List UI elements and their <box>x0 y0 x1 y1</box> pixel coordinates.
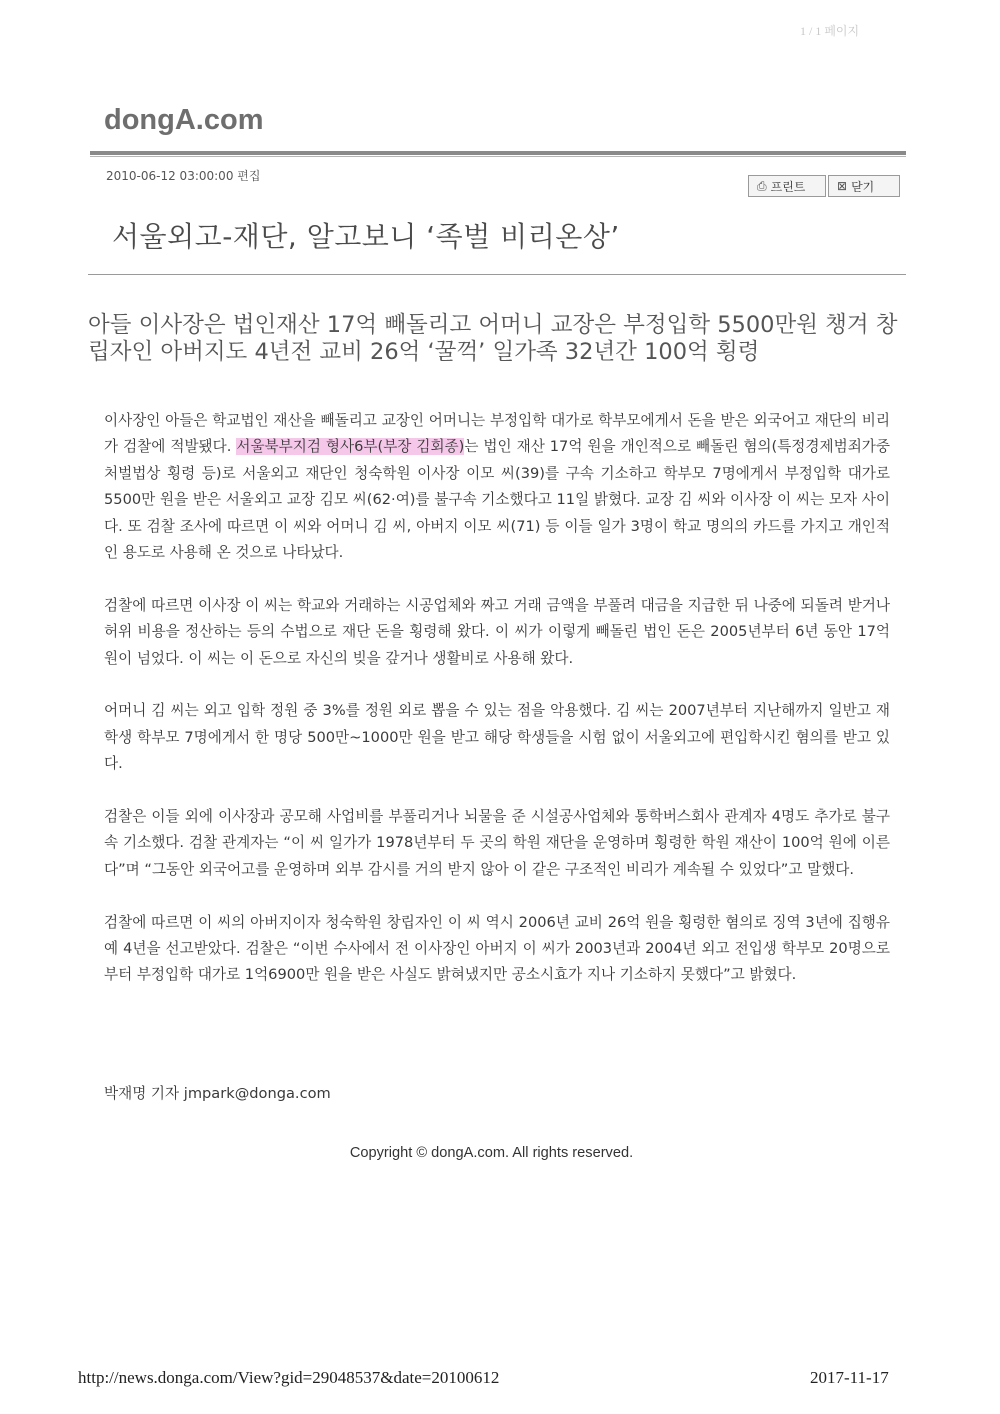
edit-dateline: 2010-06-12 03:00:00 편집 <box>106 169 261 183</box>
article-subtitle: 아들 이사장은 법인재산 17억 빼돌리고 어머니 교장은 부정입학 5500만원 챙겨 창립자인 아버지도 4년전 교비 26억 ‘꿀꺽’ 일가족 32년간 100억 횡령 <box>88 312 898 365</box>
copyright: Copyright © dongA.com. All rights reserved. <box>349 1145 634 1161</box>
close-icon: ⊠ <box>837 179 848 193</box>
title-rule <box>88 274 906 275</box>
header-rule-thin <box>90 156 906 157</box>
byline: 박재명 기자 jmpark@donga.com <box>104 1085 331 1102</box>
print-button[interactable] <box>748 175 826 197</box>
close-button-label: 닫기 <box>851 179 875 194</box>
paragraph-2: 검찰에 따르면 이사장 이 씨는 학교와 거래하는 시공업체와 짜고 거래 금액을 부풀려 대금을 지급한 뒤 나중에 되돌려 받거나 허위 비용을 정산하는 등의 수법으로 재단 돈을 횡령해 왔다. 이 씨가 이렇게 빼돌린 법인 돈은 2005년부터 6년 동안 17억 원이 넘었다. 이 씨는 이 돈으로 자신의 빚을 갚거나 생활비로 사용해 왔다. <box>104 596 890 667</box>
paragraph-4: 검찰은 이들 외에 이사장과 공모해 사업비를 부풀리거나 뇌물을 준 시설공사업체와 통학버스회사 관계자 4명도 추가로 불구속 기소했다. 검찰 관계자는 “이 씨 일가가 1978년부터 두 곳의 학원 재단을 운영하며 횡령한 학원 재산이 100억 원에 이른다”며 “그동안 외국어고를 운영하며 외부 감시를 거의 받지 않아 이 같은 구조적인 비리가 계속될 수 있었다”고 말했다. <box>104 808 890 878</box>
article-title: 서울외고-재단, 알고보니 ‘족벌 비리온상’ <box>112 220 620 253</box>
footer-printed-date: 2017-11-17 <box>810 1368 889 1387</box>
highlighted-text: 서울북부지검 형사6부(부장 김회종) <box>236 438 465 456</box>
print-button-label: 프린트 <box>770 179 806 194</box>
paragraph-3: 어머니 김 씨는 외고 입학 정원 중 3%를 정원 외로 뽑을 수 있는 점을 악용했다. 김 씨는 2007년부터 지난해까지 일반고 재학생 학부모 7명에게서 한 명당 500만∼1000만 원을 받고 해당 학생들을 시험 없이 서울외고에 편입학시킨 혐의를 받고 있다. <box>104 702 890 773</box>
article-body <box>104 408 890 1015</box>
page-top-mark: 1 / 1 페이지 <box>800 24 860 38</box>
header-rule <box>90 151 906 155</box>
paragraph-1-lead: 이사장인 아들은 학교법인 재산을 빼돌리고 교장인 어머니는 부정입학 대가로 학부모에게서 돈을 받은 외국어고 재단의 비리가 검찰에 적발됐다. <box>104 412 890 456</box>
paragraph-5: 검찰에 따르면 이 씨의 아버지이자 청숙학원 창립자인 이 씨 역시 2006년 교비 26억 원을 횡령한 혐의로 징역 3년에 집행유예 4년을 선고받았다. 검찰은 “이번 수사에서 전 이사장인 아버지 이 씨가 2003년과 2004년 외고 전입생 학부모 20명으로부터 부정입학 대가로 1억6900만 원을 받은 사실도 밝혀냈지만 공소시효가 지나 기소하지 못했다”고 밝혔다. <box>104 913 890 984</box>
site-logo[interactable]: dongA.com <box>104 104 264 136</box>
printer-icon: ⎙ <box>757 178 767 193</box>
close-button[interactable] <box>828 175 900 197</box>
paragraph-1-rest: 는 법인 재산 17억 원을 개인적으로 빼돌린 혐의(특정경제범죄가중처벌법상 횡령 등)로 서울외고 재단인 청숙학원 이사장 이모 씨(39)를 구속 기소하고 학부모 7명에게서 부정입학 대가로 5500만 원을 받은 서울외고 교장 김모 씨(62·여)를 불구속 기소했다고 11일 밝혔다. 교장 김 씨와 이사장 이 씨는 모자 사이다. 또 검찰 조사에 따르면 이 씨와 어머니 김 씨, 아버지 이모 씨(71) 등 이들 일가 3명이 학교 명의의 카드를 가지고 개인적인 용도로 사용해 온 것으로 나타났다. <box>104 438 890 562</box>
footer-url: http://news.donga.com/View?gid=29048537&date=20100612 <box>78 1368 500 1387</box>
paragraph-1 <box>104 408 890 566</box>
